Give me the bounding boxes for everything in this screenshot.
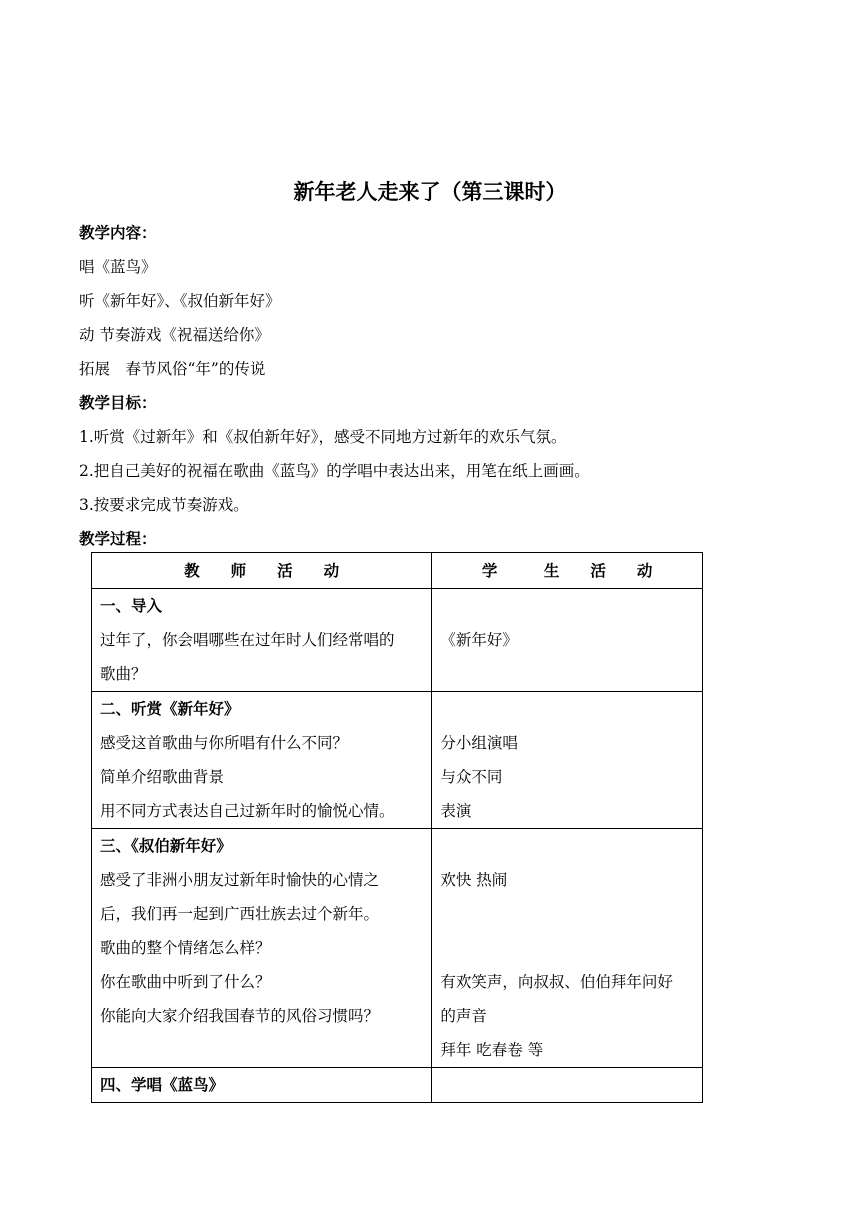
student-activity-header: 学 生 活 动 <box>432 553 703 589</box>
teacher-cell <box>92 1068 432 1103</box>
table-row <box>92 692 703 829</box>
student-cell <box>432 589 703 692</box>
content-item: 动 节奏游戏《祝福送给你》 <box>79 326 270 344</box>
process-heading: 教学过程： <box>79 530 157 548</box>
content-item: 拓展 春节风俗“年”的传说 <box>79 360 266 378</box>
content-heading: 教学内容： <box>79 224 157 242</box>
content-item: 听《新年好》、《叔伯新年好》 <box>79 292 281 310</box>
table-row <box>92 1068 703 1103</box>
teacher-line: 歌曲的整个情绪怎么样？ <box>100 939 271 957</box>
section-title: 四、学唱《蓝鸟》 <box>100 1076 225 1094</box>
student-line <box>440 692 694 726</box>
student-line <box>440 657 694 691</box>
student-line: 有欢笑声，向叔叔、伯伯拜年问好 <box>440 973 673 991</box>
student-cell <box>432 692 703 829</box>
page-title: 新年老人走来了（第三课时） <box>293 180 567 204</box>
teacher-line: 简单介绍歌曲背景 <box>100 768 225 786</box>
student-line <box>440 931 694 965</box>
teacher-line: 你在歌曲中听到了什么？ <box>100 973 271 991</box>
section-title: 一、导入 <box>100 597 163 615</box>
student-cell <box>432 1068 703 1103</box>
student-line <box>440 829 694 863</box>
teacher-cell <box>92 692 432 829</box>
student-line: 表演 <box>440 802 472 820</box>
teacher-cell <box>92 829 432 1068</box>
teacher-line: 过年了，你会唱哪些在过年时人们经常唱的 <box>100 631 395 649</box>
student-line: 《新年好》 <box>440 631 518 649</box>
student-line <box>440 897 694 931</box>
lesson-process-table <box>91 552 703 1103</box>
teacher-line: 感受这首歌曲与你所唱有什么不同？ <box>100 734 349 752</box>
goals-heading: 教学目标： <box>79 394 157 412</box>
table-row <box>92 829 703 1068</box>
teacher-line: 你能向大家介绍我国春节的风俗习惯吗？ <box>100 1007 380 1025</box>
teacher-line: 后，我们再一起到广西壮族去过个新年。 <box>100 905 380 923</box>
teacher-line: 歌曲？ <box>100 665 147 683</box>
section-title: 三、《叔伯新年好》 <box>100 837 232 855</box>
section-title: 二、听赏《新年好》 <box>100 700 240 718</box>
table-row <box>92 589 703 692</box>
student-line: 拜年 吃春卷 等 <box>440 1041 544 1059</box>
student-line: 与众不同 <box>440 768 503 786</box>
table-header-row <box>92 553 703 589</box>
student-line: 的声音 <box>440 1007 487 1025</box>
student-line: 分小组演唱 <box>440 734 518 752</box>
teacher-line: 用不同方式表达自己过新年时的愉悦心情。 <box>100 802 395 820</box>
student-line: 欢快 热闹 <box>440 871 508 889</box>
goal-item: 1.听赏《过新年》和《叔伯新年好》，感受不同地方过新年的欢乐气氛。 <box>79 428 567 446</box>
content-item: 唱《蓝鸟》 <box>79 258 157 276</box>
teacher-activity-header: 教 师 活 动 <box>92 553 432 589</box>
teacher-line <box>100 1033 423 1067</box>
goal-item: 3.按要求完成节奏游戏。 <box>79 496 249 514</box>
teacher-line: 感受了非洲小朋友过新年时愉快的心情之 <box>100 871 380 889</box>
document-body <box>79 216 719 556</box>
student-line <box>440 1068 694 1102</box>
student-line <box>440 589 694 623</box>
student-cell <box>432 829 703 1068</box>
goal-item: 2.把自己美好的祝福在歌曲《蓝鸟》的学唱中表达出来，用笔在纸上画画。 <box>79 462 590 480</box>
teacher-cell <box>92 589 432 692</box>
